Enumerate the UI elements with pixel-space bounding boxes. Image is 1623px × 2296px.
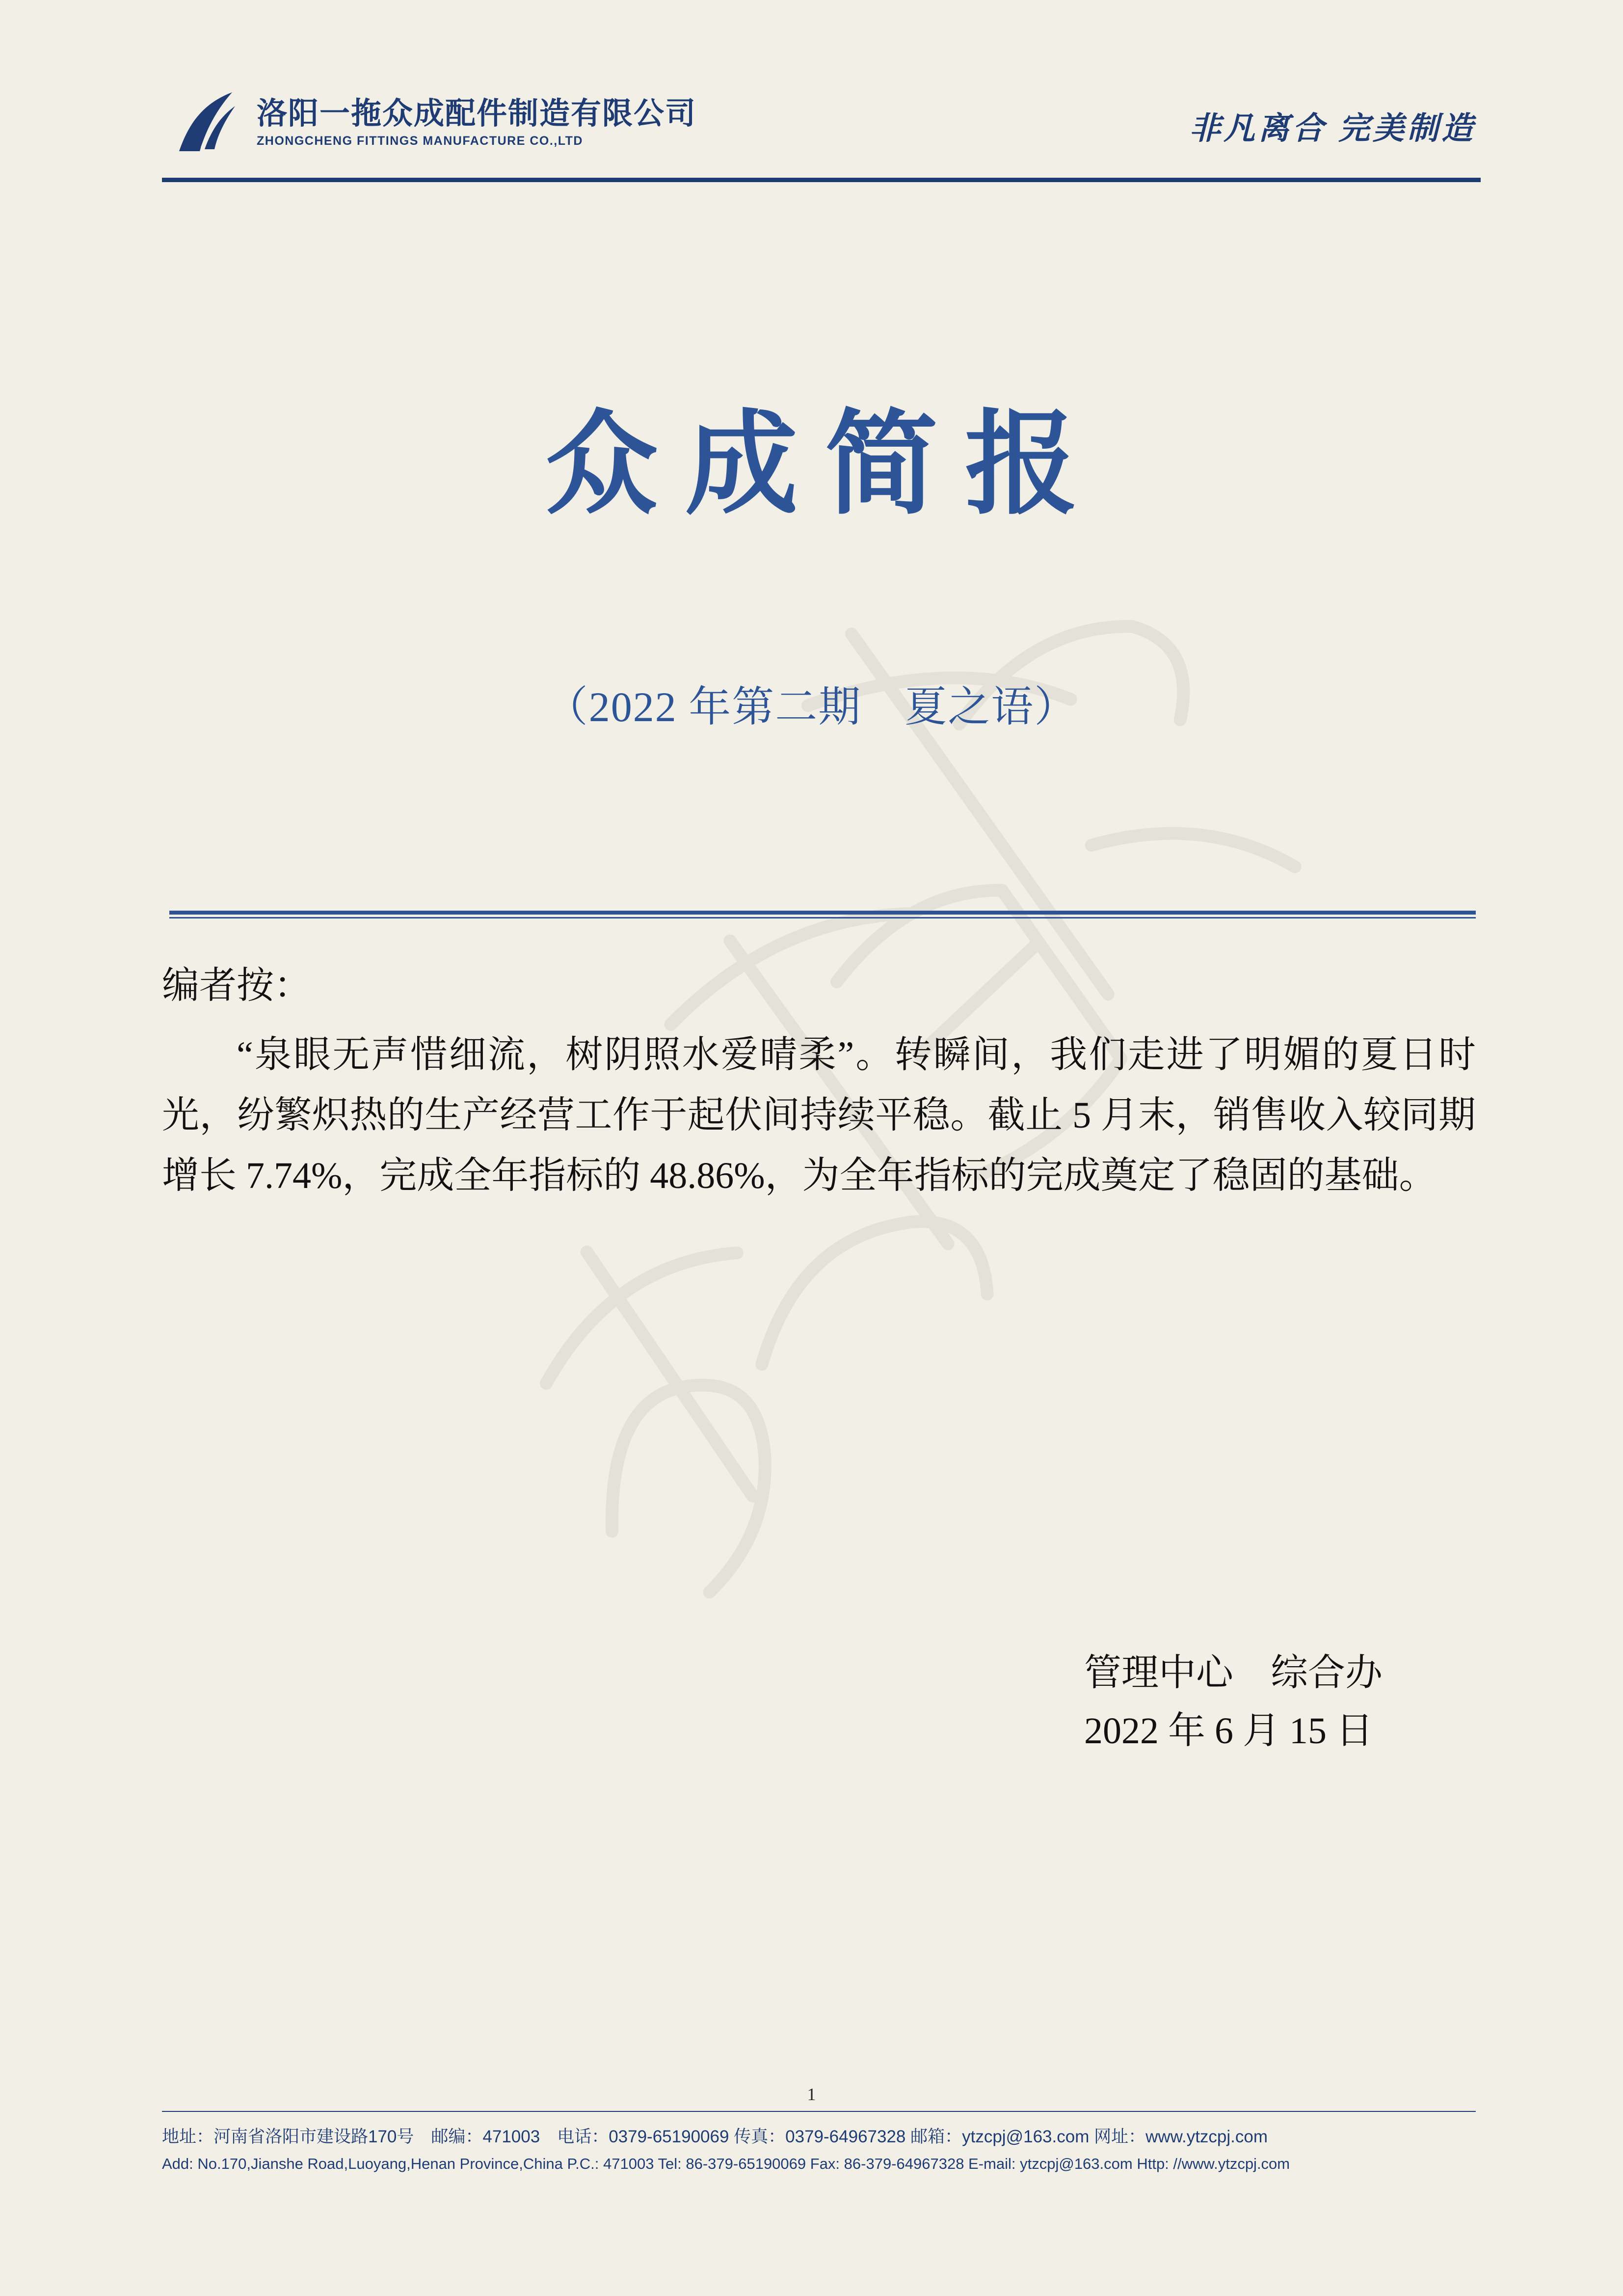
page-subtitle: （2022 年第二期 夏之语）	[545, 683, 1078, 730]
page-number: 1	[807, 2084, 816, 2104]
title-divider-thick	[169, 911, 1476, 915]
title-divider	[169, 911, 1476, 918]
page-header	[0, 88, 1623, 182]
page-title: 众成简报	[545, 401, 1105, 527]
footer-contact-en: Add: No.170,Jianshe Road,Luoyang,Henan Province,China P.C.: 471003 Tel: 86-379-65190069 Fax: 86-379-64967328 E-mail: ytzcpj@163.com Http: //www.ytzcpj.com	[162, 2155, 1290, 2172]
company-name-cn: 洛阳一拖众成配件制造有限公司	[257, 96, 697, 131]
company-swoosh-logo-icon	[169, 88, 248, 157]
footer-contact-cn: 地址：河南省洛阳市建设路170号 邮编：471003 电话：0379-65190069 传真：0379-64967328 邮箱：ytzcpj@163.com 网址：www.ytzcpj.com	[162, 2127, 1268, 2146]
article-body	[162, 967, 1476, 1206]
signature-department: 管理中心 综合办	[1084, 1652, 1383, 1694]
footer-divider	[162, 2111, 1476, 2112]
company-logo-text	[257, 96, 697, 148]
signature-block	[1084, 1645, 1383, 1760]
company-logo	[169, 88, 696, 157]
header-divider	[162, 178, 1481, 182]
company-slogan: 非凡离合 完美制造	[1189, 110, 1476, 146]
signature-date: 2022 年 6 月 15 日	[1084, 1710, 1373, 1752]
title-divider-thin	[169, 917, 1476, 918]
editor-note-paragraph: “泉眼无声惜细流，树阴照水爱晴柔”。转瞬间，我们走进了明媚的夏日时光，纷繁炽热的生产经营工作于起伏间持续平稳。截止 5 月末，销售收入较同期增长 7.74%，完成全年指标的 48.86%，为全年指标的完成奠定了稳固的基础。	[162, 1034, 1476, 1197]
editor-note-label: 编者按：	[162, 965, 311, 1006]
company-name-en: ZHONGCHENG FITTINGS MANUFACTURE CO.,LTD	[257, 134, 583, 148]
